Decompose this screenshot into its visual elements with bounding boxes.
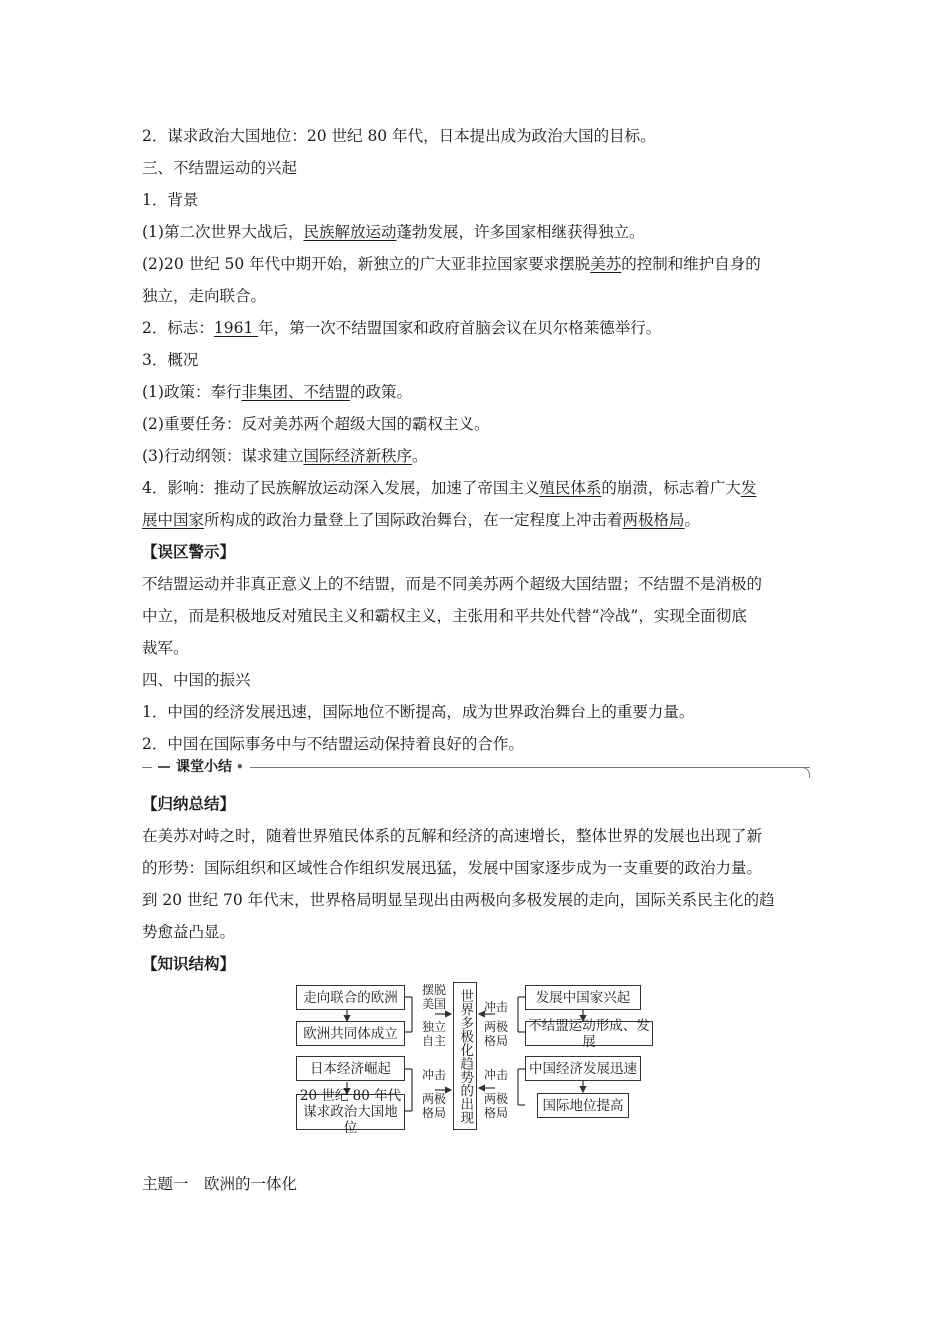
divider-cap <box>799 767 810 778</box>
diagram-box: 中国经济发展迅速 <box>525 1056 641 1081</box>
underlined-term: 展中国家 <box>142 511 205 529</box>
diagram-label: 独立自主 <box>421 1020 446 1048</box>
paragraph <box>142 254 761 274</box>
diagram-label: 冲击 <box>421 1068 446 1082</box>
paragraph: 中立，而是积极地反对殖民主义和霸权主义，主张用和平共处代替“冷战”，实现全面彻底 <box>142 607 747 625</box>
diagram-box: 20 世纪 80 年代谋求政治大国地位 <box>296 1094 405 1130</box>
diagram-box: 日本经济崛起 <box>296 1056 405 1081</box>
subheading: 1．背景 <box>142 191 199 209</box>
paragraph <box>142 318 661 338</box>
diagram-label: 摆脱美国 <box>421 983 446 1011</box>
diagram-label: 两极格局 <box>483 1092 508 1120</box>
diagram-label: 两极格局 <box>483 1020 508 1048</box>
diagram-box: 发展中国家兴起 <box>525 985 641 1010</box>
diagram-box: 欧洲共同体成立 <box>296 1021 405 1046</box>
text: (2)20 世纪 50 年代中期开始，新独立的广大亚非拉国家要求摆脱 <box>142 255 591 273</box>
text: (1)第二次世界大战后， <box>142 223 304 241</box>
text: 蓬勃发展，许多国家相继获得独立。 <box>396 223 645 241</box>
underlined-term: 殖民体系 <box>539 479 602 497</box>
text: 。 <box>684 511 701 529</box>
paragraph <box>142 222 645 242</box>
knowledge-structure-diagram <box>290 980 660 1136</box>
underlined-term: 国际经济新秩序 <box>303 447 412 465</box>
text: 的崩溃，标志着广大 <box>601 479 741 497</box>
text: 的政策。 <box>349 383 412 401</box>
paragraph: 势愈益凸显。 <box>142 923 236 941</box>
underlined-term: 两极格局 <box>622 511 685 529</box>
section-divider <box>142 760 810 780</box>
text: 年，第一次不结盟国家和政府首脑会议在贝尔格莱德举行。 <box>258 319 662 337</box>
diagram-box: 走向联合的欧洲 <box>296 985 405 1010</box>
paragraph: 独立，走向联合。 <box>142 287 267 305</box>
callout-heading: 【归纳总结】 <box>142 794 236 813</box>
diagram-label: 冲击 <box>483 1068 508 1082</box>
text: (1)政策：奉行 <box>142 383 242 401</box>
text: 。 <box>411 447 428 465</box>
underlined-term: 非集团、不结盟 <box>241 383 350 401</box>
paragraph: 到 20 世纪 70 年代末，世界格局明显呈现出由两极向多极发展的走向，国际关系民主化的趋 <box>142 891 775 909</box>
paragraph <box>142 382 412 402</box>
diagram-label: 两极格局 <box>421 1092 446 1120</box>
diagram-box: 不结盟运动形成、发展 <box>525 1021 653 1046</box>
paragraph: 裁军。 <box>142 639 189 657</box>
subheading: 3．概况 <box>142 351 199 369</box>
underlined-term: 1961 <box>213 319 259 337</box>
topic-heading: 主题一 欧洲的一体化 <box>142 1175 298 1193</box>
diagram-box: 国际地位提高 <box>537 1093 629 1118</box>
paragraph: 不结盟运动并非真正意义上的不结盟，而是不同美苏两个超级大国结盟；不结盟不是消极的 <box>142 575 763 593</box>
callout-heading: 【知识结构】 <box>142 954 236 973</box>
callout-heading: 【误区警示】 <box>142 542 236 561</box>
section-heading: 三、不结盟运动的兴起 <box>142 159 298 177</box>
paragraph: 在美苏对峙之时，随着世界殖民体系的瓦解和经济的高速增长，整体世界的发展也出现了新 <box>142 827 763 845</box>
paragraph: 2．中国在国际事务中与不结盟运动保持着良好的合作。 <box>142 735 524 753</box>
paragraph: 1．中国的经济发展迅速，国际地位不断提高，成为世界政治舞台上的重要力量。 <box>142 703 695 721</box>
divider-label: 课堂小结 • <box>152 758 250 776</box>
underlined-term: 发 <box>740 479 757 497</box>
underlined-term: 美苏 <box>590 255 622 273</box>
section-heading: 四、中国的振兴 <box>142 671 251 689</box>
paragraph: 的形势：国际组织和区域性合作组织发展迅猛，发展中国家逐步成为一支重要的政治力量。 <box>142 859 763 877</box>
underlined-term: 民族解放运动 <box>303 223 397 241</box>
paragraph: 2．谋求政治大国地位：20 世纪 80 年代，日本提出成为政治大国的目标。 <box>142 127 656 145</box>
text: 的控制和维护自身的 <box>621 255 761 273</box>
text: 4．影响：推动了民族解放运动深入发展，加速了帝国主义 <box>142 479 540 497</box>
paragraph: (2)重要任务：反对美苏两个超级大国的霸权主义。 <box>142 415 490 433</box>
paragraph <box>142 446 428 466</box>
paragraph <box>142 510 700 530</box>
text: 2．标志： <box>142 319 214 337</box>
diagram-center-box: 世界多极化趋势的出现 <box>453 982 477 1130</box>
diagram-label: 冲击 <box>483 1000 508 1014</box>
text: 所构成的政治力量登上了国际政治舞台，在一定程度上冲击着 <box>204 511 623 529</box>
text: (3)行动纲领：谋求建立 <box>142 447 304 465</box>
paragraph <box>142 478 756 498</box>
